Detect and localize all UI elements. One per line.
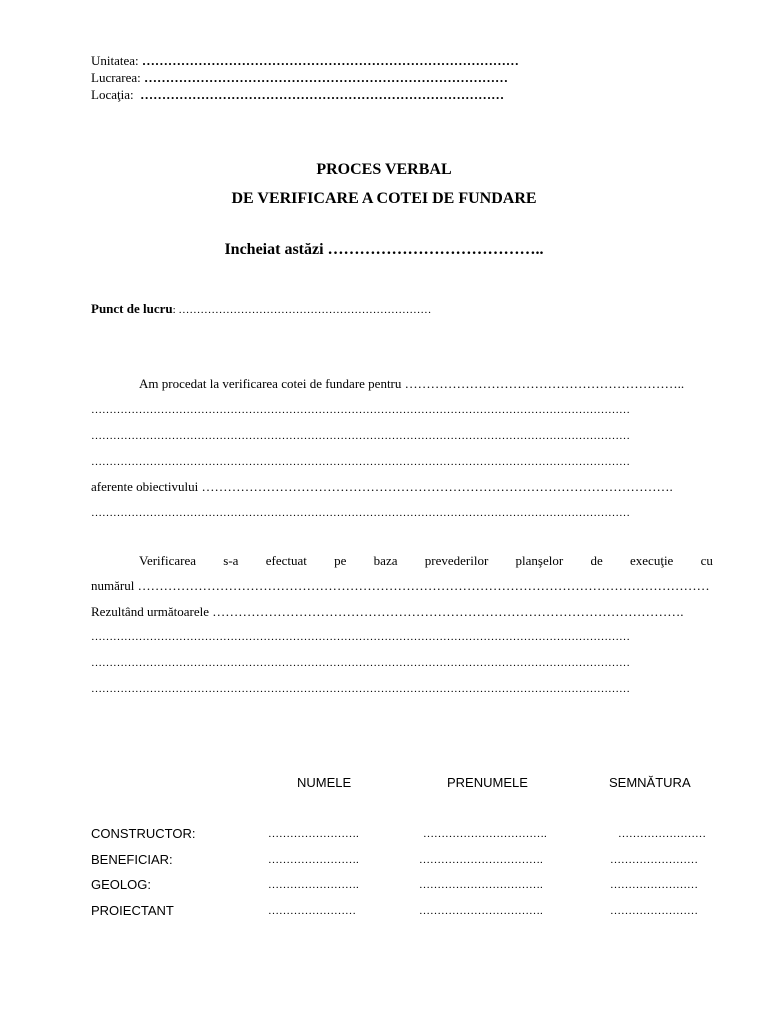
beneficiar-numele[interactable]: ……………………. bbox=[268, 854, 359, 866]
doc-title: PROCES VERBAL bbox=[316, 161, 452, 178]
col-numele: NUMELE bbox=[297, 775, 352, 790]
lucrarea-field[interactable]: ………………………………………………………………………… bbox=[144, 70, 509, 85]
role-constructor: CONSTRUCTOR: bbox=[91, 826, 196, 841]
beneficiar-prenumele[interactable]: ……………………………. bbox=[419, 854, 543, 866]
doc-subtitle: DE VERIFICARE A COTEI DE FUNDARE bbox=[231, 190, 537, 207]
geolog-numele[interactable]: ……………………. bbox=[268, 879, 359, 891]
punct-label: Punct de lucru bbox=[91, 301, 173, 316]
para1-line4[interactable]: ………………………………………………………………………………………………………………………………… bbox=[91, 456, 630, 468]
para1-line6[interactable]: ………………………………………………………………………………………………………………………………… bbox=[91, 507, 630, 519]
para2-line1 bbox=[139, 553, 713, 569]
role-proiectant: PROIECTANT bbox=[91, 903, 174, 918]
proiectant-numele[interactable]: …………………… bbox=[268, 905, 356, 917]
para1-line5: aferente obiectivului ………………………………………………………………………………………………. bbox=[91, 479, 673, 494]
para2-line2: numărul …………………………………………………………………………………………………………………… bbox=[91, 578, 710, 593]
col-semnatura: SEMNĂTURA bbox=[609, 775, 691, 790]
constructor-semnatura[interactable]: …………………… bbox=[618, 828, 706, 840]
para2-line4[interactable]: ………………………………………………………………………………………………………………………………… bbox=[91, 631, 630, 643]
para2-word: de bbox=[590, 553, 603, 568]
constructor-numele[interactable]: ……………………. bbox=[268, 828, 359, 840]
para2-word: execuţie bbox=[630, 553, 674, 568]
para2-word: prevederilor bbox=[424, 553, 489, 568]
para1-line2[interactable]: ………………………………………………………………………………………………………………………………… bbox=[91, 404, 630, 416]
para2-line5[interactable]: ………………………………………………………………………………………………………………………………… bbox=[91, 657, 630, 669]
punct-de-lucru bbox=[91, 301, 431, 317]
lucrarea-line bbox=[91, 69, 508, 86]
para2-line3: Rezultând următoarele ………………………………………………………………………………………………. bbox=[91, 604, 684, 619]
para2-word: Verificarea bbox=[139, 553, 197, 568]
incheiat-line: Incheiat astăzi ………………………………….. bbox=[224, 241, 544, 258]
unitatea-label: Unitatea: bbox=[91, 53, 139, 68]
locatia-label: Locaţia: bbox=[91, 87, 134, 102]
proiectant-prenumele[interactable]: ……………………………. bbox=[419, 905, 543, 917]
para1-text: Am procedat la verificarea cotei de fundare pentru ……………………………………………………….. bbox=[139, 376, 685, 391]
para1-line1 bbox=[139, 376, 684, 392]
para2-word: baza bbox=[373, 553, 398, 568]
geolog-prenumele[interactable]: ……………………………. bbox=[419, 879, 543, 891]
locatia-line bbox=[91, 86, 504, 103]
lucrarea-label: Lucrarea: bbox=[91, 70, 141, 85]
para2-word: planşelor bbox=[515, 553, 564, 568]
para2-word: efectuat bbox=[265, 553, 307, 568]
unitatea-line bbox=[91, 52, 519, 69]
geolog-semnatura[interactable]: …………………… bbox=[610, 879, 698, 891]
para2-word: pe bbox=[334, 553, 347, 568]
para2-word: cu bbox=[700, 553, 713, 568]
constructor-prenumele[interactable]: ……………………………. bbox=[423, 828, 547, 840]
col-prenumele: PRENUMELE bbox=[447, 775, 528, 790]
locatia-field[interactable]: ………………………………………………………………………… bbox=[140, 87, 505, 102]
role-geolog: GEOLOG: bbox=[91, 877, 151, 892]
para1-line3[interactable]: ………………………………………………………………………………………………………………………………… bbox=[91, 430, 630, 442]
unitatea-field[interactable]: …………………………………………………………………………… bbox=[141, 53, 519, 68]
para2-word: s-a bbox=[223, 553, 239, 568]
beneficiar-semnatura[interactable]: …………………… bbox=[610, 854, 698, 866]
para2-line6[interactable]: ………………………………………………………………………………………………………………………………… bbox=[91, 683, 630, 695]
role-beneficiar: BENEFICIAR: bbox=[91, 852, 173, 867]
proiectant-semnatura[interactable]: …………………… bbox=[610, 905, 698, 917]
punct-field[interactable]: : …………………………………………………………… bbox=[172, 304, 432, 316]
